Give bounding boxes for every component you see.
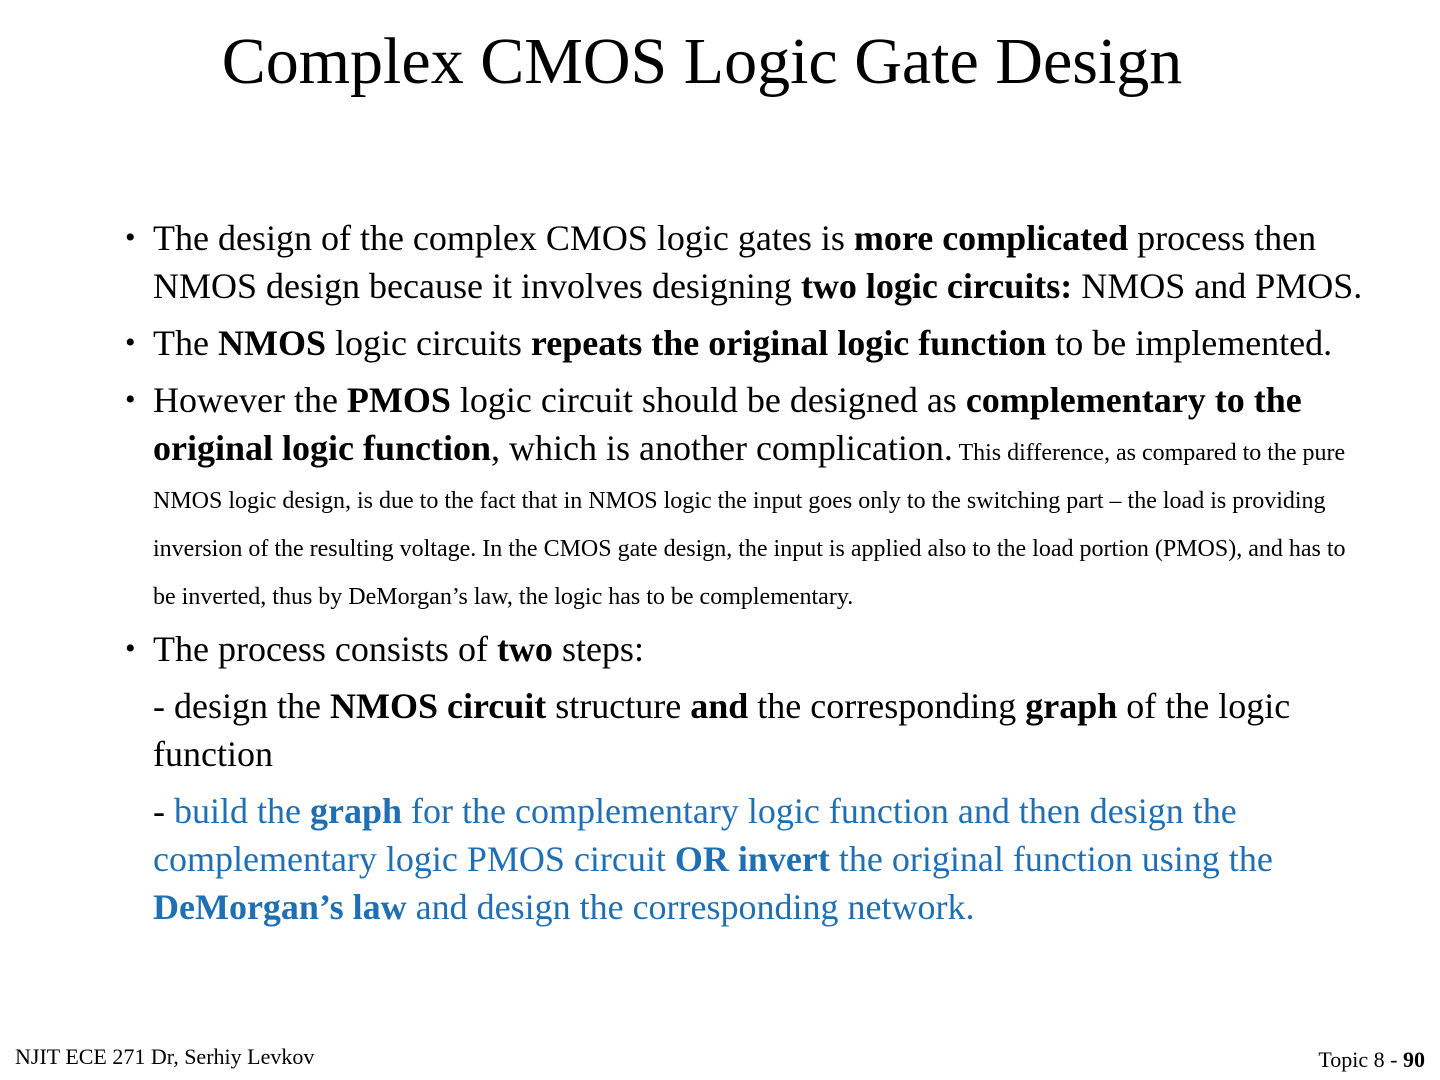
blue-bold-text: OR invert [674,839,830,879]
bold-text: PMOS [346,380,451,420]
blue-bold-text: DeMorgan’s law [153,887,407,927]
text: However the [153,380,347,420]
page-number: 90 [1403,1047,1425,1072]
bullet-item-4 [95,625,1370,673]
text: structure [546,686,691,726]
text: logic circuits [325,323,531,363]
bold-text: complementary to the original logic function [153,380,1302,468]
text: to be implemented. [1046,323,1333,363]
bold-text: NMOS [217,323,326,363]
sub-step-2 [95,787,1370,931]
bullet-icon: • [125,326,136,359]
bold-text: repeats the original logic function [530,323,1047,363]
text: the corresponding [748,686,1026,726]
bullet-item-1 [95,214,1370,310]
bold-text: graph [1025,686,1118,726]
bold-text: and [690,686,749,726]
text: The process consists of [153,629,497,669]
text: of the logic function [153,686,1291,774]
bold-text: NMOS circuit [329,686,547,726]
bullet-icon: • [125,632,136,665]
text: logic circuit should be designed as [450,380,966,420]
text: , which is another complication. [491,428,953,468]
sub-step-1 [95,682,1370,778]
blue-bold-text: graph [309,791,403,831]
footer-page-number [1318,1046,1425,1074]
text: NMOS and PMOS. [1072,266,1363,306]
bullet-item-2 [95,319,1370,367]
text: - [153,791,174,831]
blue-text: build the [174,791,310,831]
text: - design the [153,686,330,726]
text: The design of the complex CMOS logic gates is [153,218,854,258]
blue-text: for the complementary logic function and then design the complementary logic PMOS circuit [153,791,1237,879]
bold-text: two [496,629,553,669]
bold-text: two logic circuits: [800,266,1073,306]
bullet-icon: • [125,221,136,254]
slide-title: Complex CMOS Logic Gate Design [221,25,1183,98]
explanation-note: This difference, as compared to the pure NMOS logic design, is due to the fact that in NMOS logic the input goes only to the switching part – the load is providing inversion of the resulting voltage. In the CMOS gate design, the input is applied also to the load portion (PMOS), and has to be inverted, thus by DeMorgan’s law, the logic has to be complementary. [153,440,1346,610]
topic-label: Topic 8 - [1318,1047,1403,1072]
blue-text: and design the corresponding network. [406,887,975,927]
bullet-item-3 [95,376,1370,616]
footer-course-info: NJIT ECE 271 Dr, Serhiy Levkov [15,1044,315,1069]
slide-body [95,214,1370,940]
text: steps: [552,629,644,669]
bullet-icon: • [125,383,136,416]
text: process then NMOS design because it involves designing [153,218,1317,306]
text: The [153,323,218,363]
bold-text: more complicated [853,218,1129,258]
blue-text: the original function using the [829,839,1273,879]
